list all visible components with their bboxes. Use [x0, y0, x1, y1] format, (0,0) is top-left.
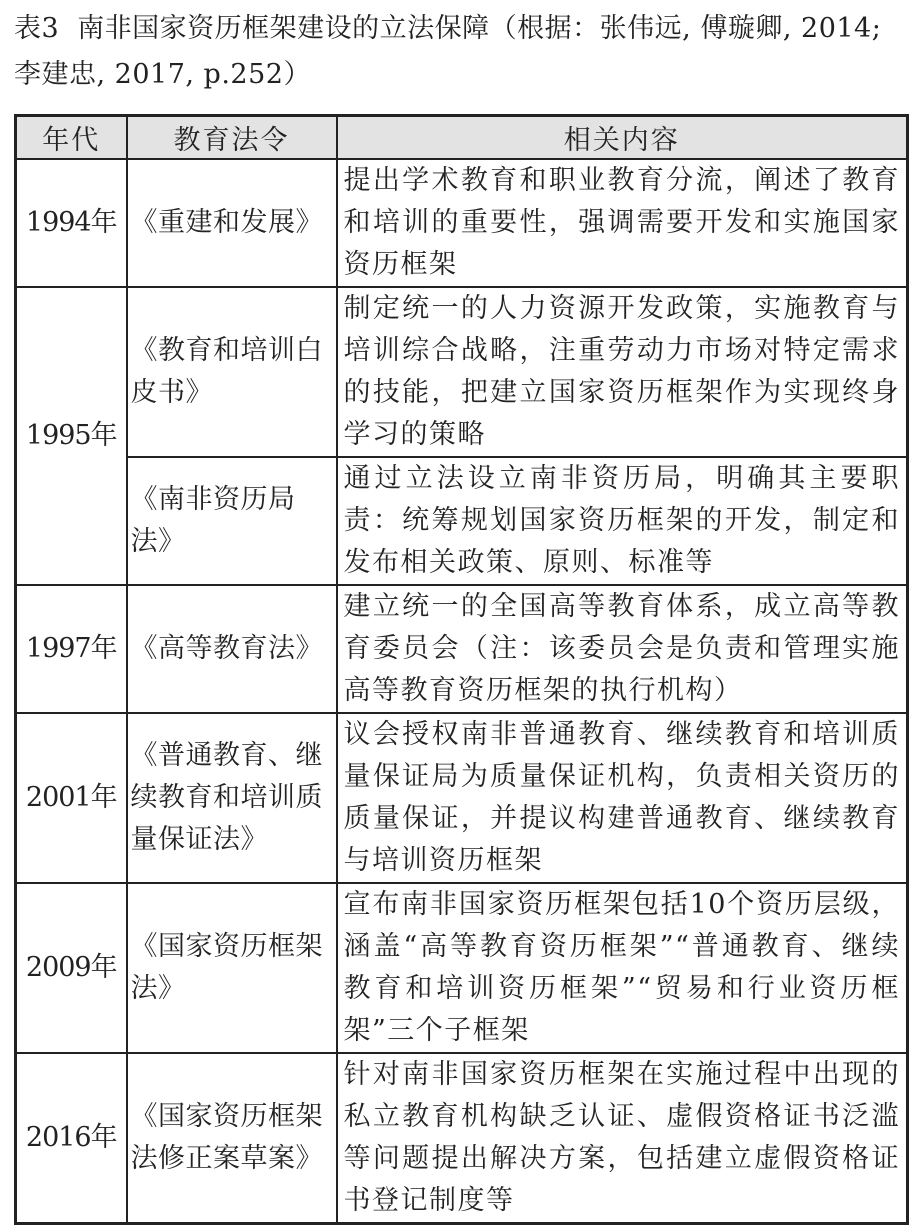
content-cell: 宣布南非国家资历框架包括10个资历层级，涵盖“高等教育资历框架”“普通教育、继续教育和培训资历框架”“贸易和行业资历框架”三个子框架 — [337, 883, 908, 1053]
law-cell: 《普通教育、继续教育和培训质量保证法》 — [127, 713, 337, 883]
law-cell: 《重建和发展》 — [127, 159, 337, 287]
year-cell: 1997年 — [16, 585, 127, 713]
content-cell: 通过立法设立南非资历局，明确其主要职责：统筹规划国家资历框架的开发，制定和发布相关政策、原则、标准等 — [337, 457, 908, 585]
caption-label: 表3 — [14, 13, 60, 44]
content-cell: 提出学术教育和职业教育分流，阐述了教育和培训的重要性，强调需要开发和实施国家资历框架 — [337, 159, 908, 287]
year-cell: 1995年 — [16, 287, 127, 585]
table-row — [16, 713, 908, 883]
year-cell: 2016年 — [16, 1053, 127, 1224]
law-cell: 《教育和培训白皮书》 — [127, 287, 337, 457]
table-row — [16, 1053, 908, 1224]
content-cell: 议会授权南非普通教育、继续教育和培训质量保证局为质量保证机构，负责相关资历的质量保证，并提议构建普通教育、继续教育与培训资历框架 — [337, 713, 908, 883]
table-row — [16, 287, 908, 457]
table-row — [16, 457, 908, 585]
legislation-table — [14, 114, 909, 1225]
year-cell: 2001年 — [16, 713, 127, 883]
table-row — [16, 159, 908, 287]
table-row — [16, 883, 908, 1053]
header-row — [16, 116, 908, 160]
table-container — [14, 114, 909, 1225]
year-cell: 1994年 — [16, 159, 127, 287]
law-cell: 《南非资历局法》 — [127, 457, 337, 585]
header-year: 年代 — [16, 116, 127, 160]
content-cell: 建立统一的全国高等教育体系，成立高等教育委员会（注：该委员会是负责和管理实施高等教育资历框架的执行机构） — [337, 585, 908, 713]
table-caption — [14, 6, 909, 98]
year-cell: 2009年 — [16, 883, 127, 1053]
content-cell: 针对南非国家资历框架在实施过程中出现的私立教育机构缺乏认证、虚假资格证书泛滥等问题提出解决方案，包括建立虚假资格证书登记制度等 — [337, 1053, 908, 1224]
law-cell: 《国家资历框架法修正案草案》 — [127, 1053, 337, 1224]
table-row — [16, 585, 908, 713]
content-cell: 制定统一的人力资源开发政策，实施教育与培训综合战略，注重劳动力市场对特定需求的技能，把建立国家资历框架作为实现终身学习的策略 — [337, 287, 908, 457]
header-content: 相关内容 — [337, 116, 908, 160]
header-law: 教育法令 — [127, 116, 337, 160]
law-cell: 《高等教育法》 — [127, 585, 337, 713]
law-cell: 《国家资历框架法》 — [127, 883, 337, 1053]
caption-text: 南非国家资历框架建设的立法保障（根据：张伟远, 傅璇卿, 2014; 李建忠, 2017, p.252） — [14, 13, 882, 90]
